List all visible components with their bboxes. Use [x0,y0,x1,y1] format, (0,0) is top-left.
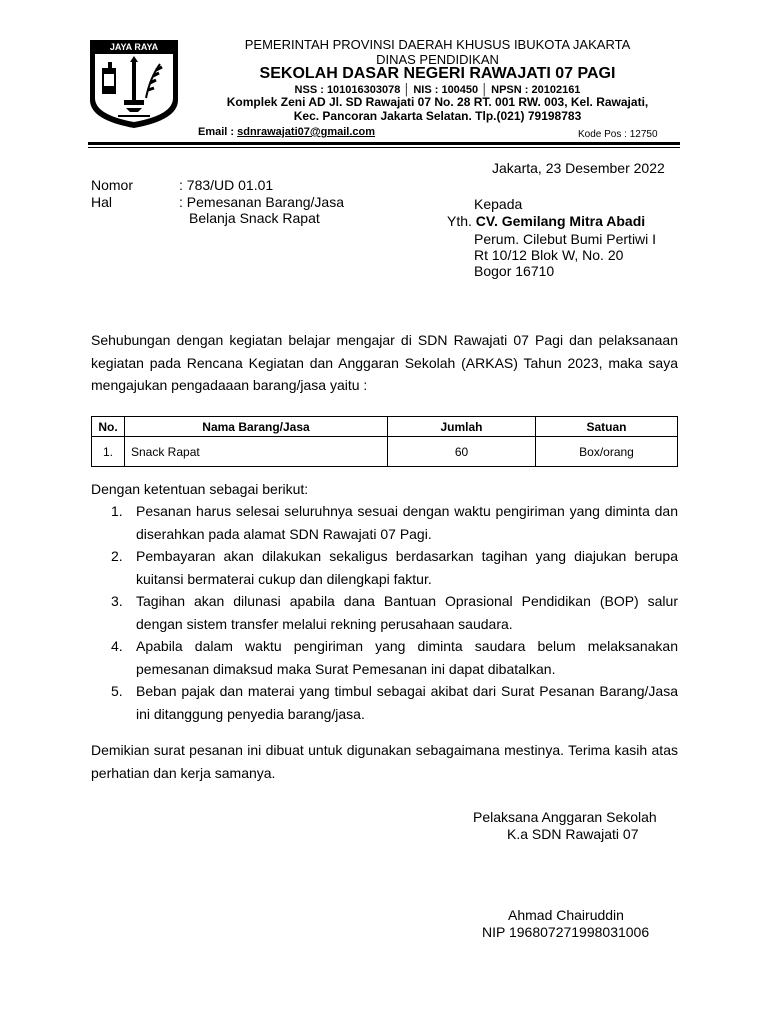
term-text: Pembayaran akan dilakukan sekaligus berdasarkan tagihan yang diajukan berupa kuitansi bermaterai cukup dan dilengkapi faktur. [136,548,678,587]
recipient-address-3: Bogor 16710 [474,263,555,279]
hal-value-2: Belanja Snack Rapat [189,210,320,226]
col-header-qty: Jumlah [388,417,536,437]
list-item [91,635,678,680]
intro-paragraph: Sehubungan dengan kegiatan belajar mengajar di SDN Rawajati 07 Pagi dan pelaksanaan kegiatan pada Rencana Kegiatan dan Anggaran Sekolah (ARKAS) Tahun 2023, maka saya mengajukan pengadaaan barang/jasa yaitu : [91,332,678,393]
signer-name: Ahmad Chairuddin [508,907,624,923]
address-line-2: Kec. Pancoran Jakarta Selatan. Tlp.(021) 79198783 [293,109,582,123]
terms-list [91,500,678,725]
col-header-no: No. [92,417,125,437]
address-line-1: Komplek Zeni AD Jl. SD Rawajati 07 No. 28 RT. 001 RW. 003, Kel. Rawajati, [226,95,649,109]
list-item [91,590,678,635]
email-link[interactable]: sdnrawajati07@gmail.com [237,126,376,138]
recipient-address-1: Perum. Cilebut Bumi Pertiwi I [474,231,657,247]
term-number: 3. [111,593,123,609]
term-text: Apabila dalam waktu pengiriman yang diminta saudara belum melaksanakan pemesanan dimaksud maka Surat Pemesanan ini dapat dibatalkan. [136,638,678,677]
col-header-unit: Satuan [536,417,678,437]
term-text: Pesanan harus selesai seluruhnya sesuai dengan waktu pengiriman yang diminta dan diserahkan pada alamat SDN Rawajati 07 Pagi. [136,503,678,542]
signature-role-2: K.a SDN Rawajati 07 [507,826,639,842]
recipient-address-2: Rt 10/12 Blok W, No. 20 [474,247,624,263]
term-number: 5. [111,683,123,699]
cell-name: Snack Rapat [125,437,388,467]
recipient-line [447,213,645,229]
table-header-row [92,417,678,437]
email-line [198,126,375,138]
cell-no: 1. [92,437,125,467]
hal-value-1: : Pemesanan Barang/Jasa [179,194,344,210]
terms-intro: Dengan ketentuan sebagai berikut: [91,481,309,497]
svg-text:JAYA RAYA: JAYA RAYA [109,42,159,52]
jaya-raya-logo [88,38,180,130]
list-item [91,680,678,725]
school-name: SEKOLAH DASAR NEGERI RAWAJATI 07 PAGI [259,65,616,82]
term-number: 4. [111,638,123,654]
header-rule-thin [88,147,680,148]
term-number: 2. [111,548,123,564]
cell-qty: 60 [388,437,536,467]
term-number: 1. [111,503,123,519]
col-header-name: Nama Barang/Jasa [125,417,388,437]
table-row [92,437,678,467]
header-rule-thick [88,142,680,145]
department-line: DINAS PENDIDIKAN [376,52,499,67]
list-item [91,545,678,590]
gov-line: PEMERINTAH PROVINSI DAERAH KHUSUS IBUKOTA JAKARTA [244,37,631,52]
nomor-label: Nomor [91,177,134,193]
items-table [91,416,678,467]
cell-unit: Box/orang [536,437,678,467]
kepada-label: Kepada [474,196,523,212]
signer-nip: NIP 196807271998031006 [482,924,650,940]
postal-code: Kode Pos : 12750 [578,129,658,140]
school-ids: NSS : 101016303078 │ NIS : 100450 │ NPSN : 20102161 [294,84,581,96]
term-text: Tagihan akan dilunasi apabila dana Bantuan Oprasional Pendidikan (BOP) salur dengan sistem transfer melalui rekning perusahaan saudara. [136,593,678,632]
place-date: Jakarta, 23 Desember 2022 [492,160,665,176]
nomor-value: : 783/UD 01.01 [179,177,274,193]
email-label: Email : [198,126,238,138]
closing-paragraph: Demikian surat pesanan ini dibuat untuk digunakan sebagaimana mestinya. Terima kasih atas perhatian dan kerja samanya. [91,742,678,781]
yth-label: Yth. [447,213,472,229]
recipient-name: CV. Gemilang Mitra Abadi [475,213,646,229]
term-text: Beban pajak dan materai yang timbul sebagai akibat dari Surat Pesanan Barang/Jasa ini ditanggung penyedia barang/jasa. [136,683,678,722]
hal-label: Hal [91,194,113,210]
list-item [91,500,678,545]
signature-role-1: Pelaksana Anggaran Sekolah [473,809,657,825]
